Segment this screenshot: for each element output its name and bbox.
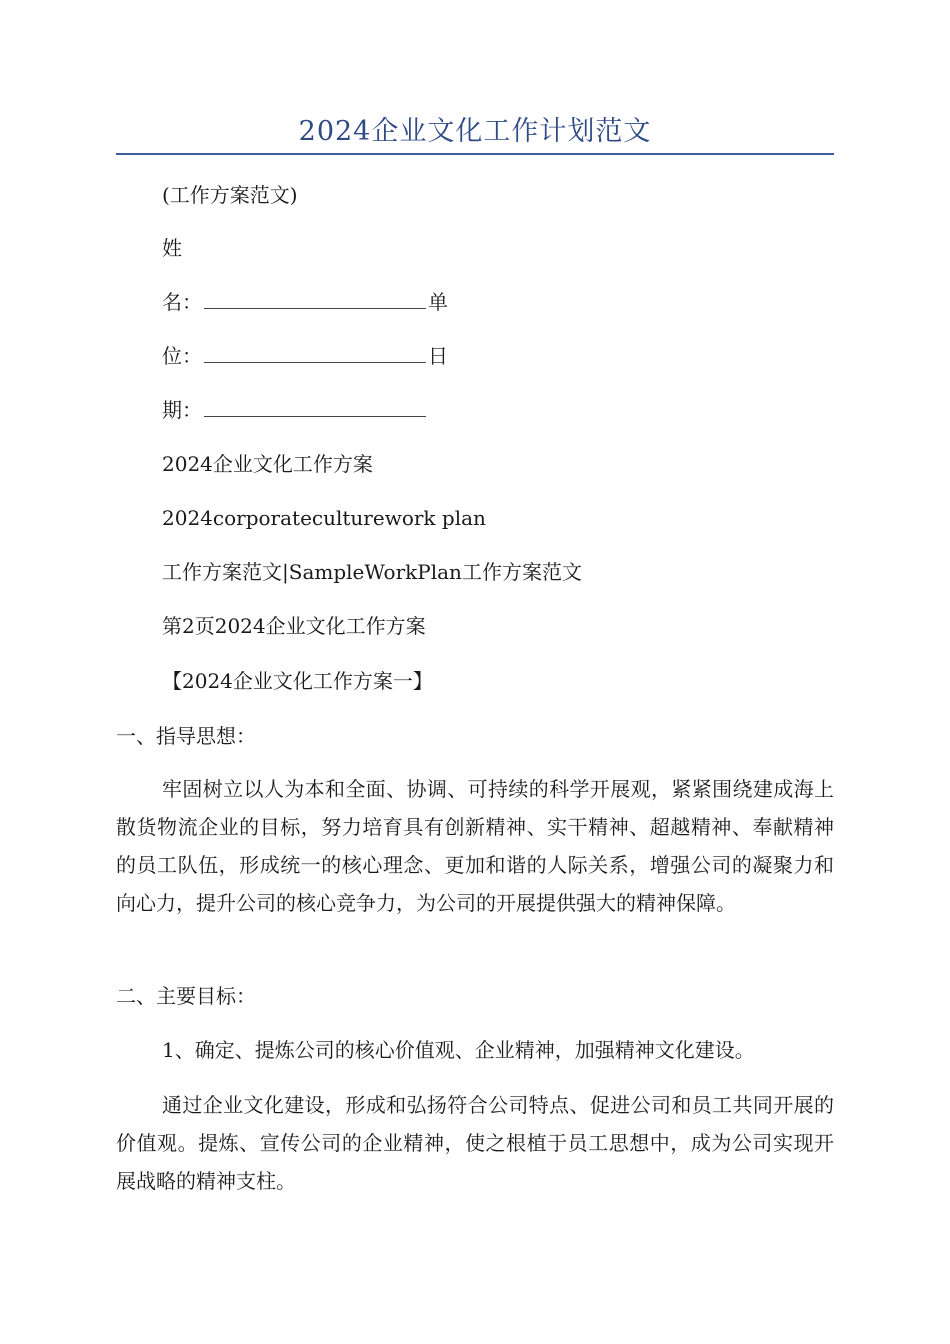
date-blank [204,398,426,417]
title-underline [116,153,834,155]
form-label-date-start: 日 [428,344,448,368]
form-line-surname: 姓 [162,236,182,260]
form-line-unit [162,341,448,371]
paragraph-guiding-ideology: 牢固树立以人为本和全面、协调、可持续的科学开展观，紧紧围绕建成海上散货物流企业的目标，努力培育具有创新精神、实干精神、超越精神、奉献精神的员工队伍，形成统一的核心理念、更加和谐的人际关系，增强公司的凝聚力和向心力，提升公司的核心竞争力，为公司的开展提供强大的精神保障。 [116,777,834,915]
section-heading: 【2024企业文化工作方案一】 [162,669,433,693]
document-title: 2024企业文化工作计划范文 [298,116,652,147]
goal-item-1: 1、确定、提炼公司的核心价值观、企业精神，加强精神文化建设。 [162,1038,755,1062]
cover-line-4: 第2页2024企业文化工作方案 [162,614,426,638]
form-label-unit-start: 单 [428,290,448,314]
cover-line-3: 工作方案范文|SampleWorkPlan工作方案范文 [162,560,582,584]
form-label-date: 期： [162,398,202,422]
form-label-name: 名： [162,290,202,314]
unit-blank [204,344,426,363]
form-line-name [162,287,448,317]
subtitle: (工作方案范文) [162,183,298,207]
form-line-date [162,395,428,425]
cover-line-1: 2024企业文化工作方案 [162,452,373,476]
cover-line-2: 2024corporateculturework plan [162,506,486,530]
name-blank [204,290,426,309]
heading-main-goals: 二、主要目标： [116,984,256,1008]
heading-guiding-ideology: 一、指导思想： [116,724,256,748]
form-label-unit: 位： [162,344,202,368]
paragraph-goal-1: 通过企业文化建设，形成和弘扬符合公司特点、促进公司和员工共同开展的价值观。提炼、宣传公司的企业精神，使之根植于员工思想中，成为公司实现开展战略的精神支柱。 [116,1093,834,1193]
